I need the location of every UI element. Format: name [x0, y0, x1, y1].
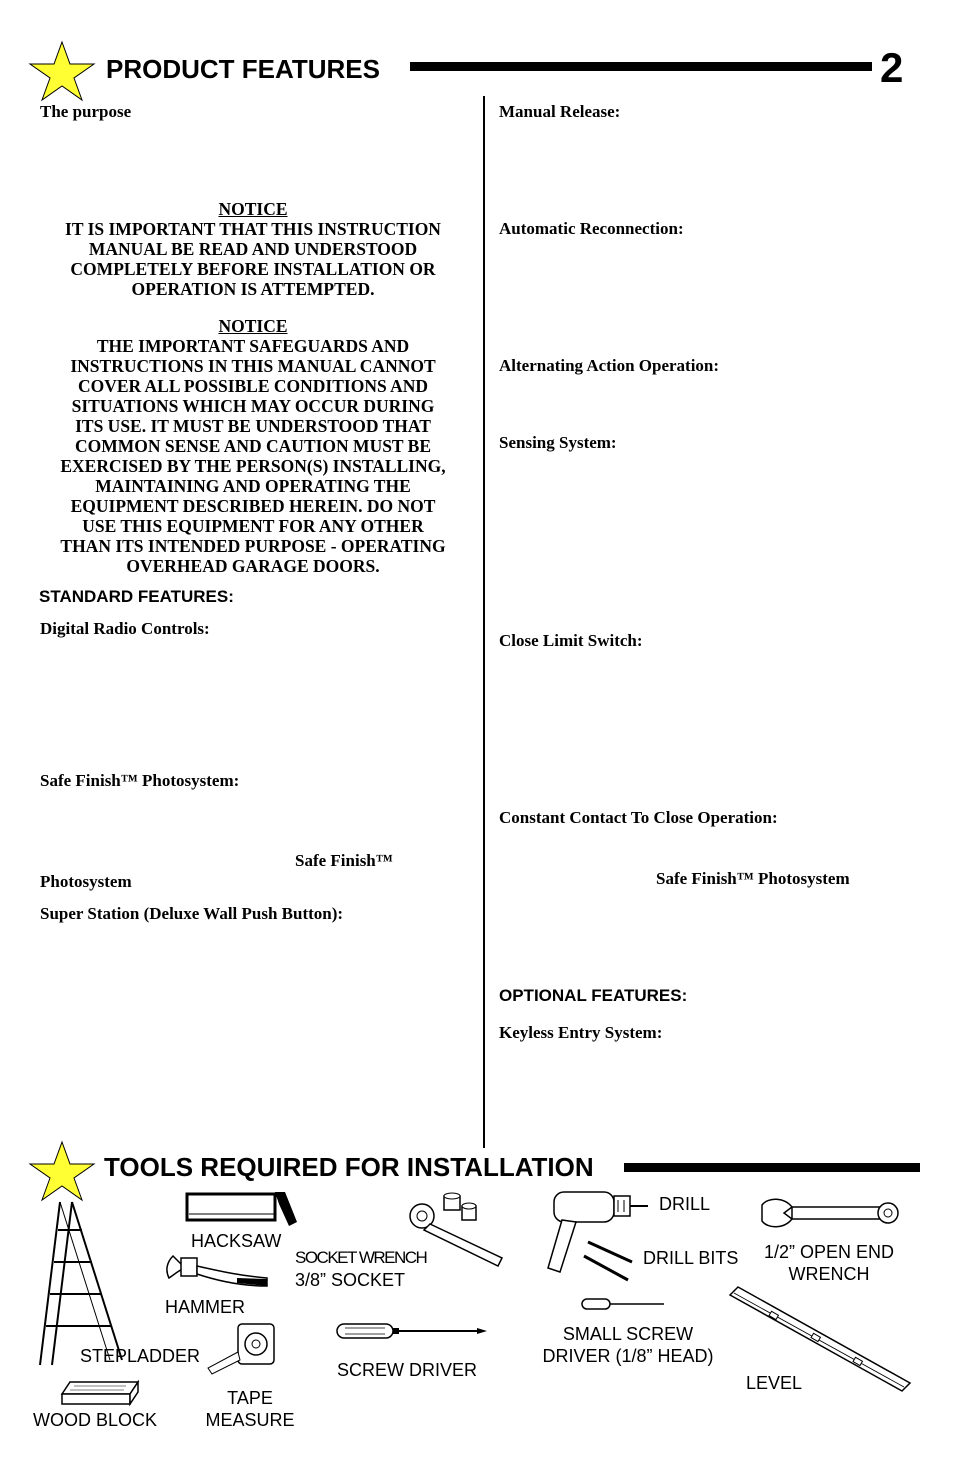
wood-block-label: WOOD BLOCK: [33, 1410, 158, 1430]
open-end-wrench-label-line: 1/2” OPEN END: [763, 1242, 895, 1262]
star-icon: [30, 1140, 100, 1200]
header-rule: [410, 62, 872, 71]
close-limit-heading: Close Limit Switch:: [499, 631, 643, 650]
notice-2-line: OVERHEAD GARAGE DOORS.: [126, 556, 380, 576]
small-screw-driver-label: [530, 1323, 726, 1367]
manual-release-heading: Manual Release:: [499, 102, 621, 121]
notice-2-line: THE IMPORTANT SAFEGUARDS AND: [96, 336, 410, 356]
sensing-heading: Sensing System:: [499, 433, 617, 452]
notice-1-title: NOTICE: [218, 199, 288, 219]
notice-1-line: MANUAL BE READ AND UNDERSTOOD: [88, 239, 418, 259]
digital-radio-heading: Digital Radio Controls:: [40, 619, 210, 638]
level-label: LEVEL: [746, 1373, 803, 1393]
column-divider: [483, 96, 485, 1148]
drill-bits-icon: [580, 1236, 640, 1286]
notice-1: [38, 199, 468, 299]
stepladder-label: STEPLADDER: [80, 1346, 201, 1366]
notice-1-line: IT IS IMPORTANT THAT THIS INSTRUCTION: [65, 219, 441, 239]
notice-2-line: EQUIPMENT DESCRIBED HEREIN. DO NOT: [70, 496, 436, 516]
notice-2-line: SITUATIONS WHICH MAY OCCUR DURING: [71, 396, 435, 416]
notice-2: [38, 316, 468, 576]
tape-measure-label-line: TAPE: [227, 1388, 273, 1408]
notice-2-title: NOTICE: [218, 316, 288, 336]
small-screw-driver-icon: [580, 1297, 670, 1311]
hammer-icon: [163, 1252, 273, 1292]
hammer-label: HAMMER: [165, 1297, 245, 1317]
safe-finish-heading: Safe Finish™ Photosystem:: [40, 771, 240, 790]
drill-label: DRILL: [659, 1194, 711, 1214]
notice-2-line: ITS USE. IT MUST BE UNDERSTOOD THAT: [75, 416, 431, 436]
notice-2-line: THAN ITS INTENDED PURPOSE - OPERATING: [60, 536, 446, 556]
drill-bits-label: DRILL BITS: [643, 1248, 739, 1268]
alternating-heading: Alternating Action Operation:: [499, 356, 720, 375]
open-end-wrench-label: [752, 1241, 906, 1285]
keyless-heading: Keyless Entry System:: [499, 1023, 663, 1042]
wood-block-icon: [60, 1380, 140, 1410]
small-screw-driver-label-line: DRIVER (1/8” HEAD): [542, 1346, 714, 1366]
tape-measure-label-line: MEASURE: [205, 1410, 295, 1430]
notice-2-line: INSTRUCTIONS IN THIS MANUAL CANNOT: [70, 356, 436, 376]
tools-rule: [624, 1163, 920, 1172]
auto-reconnect-heading: Automatic Reconnection:: [499, 219, 684, 238]
purpose-text: The purpose: [40, 102, 132, 121]
constant-contact-heading: Constant Contact To Close Operation:: [499, 808, 778, 827]
socket-wrench-label-line: SOCKET WRENCH: [295, 1248, 427, 1267]
tape-measure-icon: [206, 1320, 276, 1380]
notice-2-line: MAINTAINING AND OPERATING THE: [95, 476, 411, 496]
notice-2-line: COMMON SENSE AND CAUTION MUST BE: [74, 436, 432, 456]
hacksaw-label: HACKSAW: [191, 1231, 282, 1251]
notice-2-line: USE THIS EQUIPMENT FOR ANY OTHER: [82, 516, 424, 536]
safe-finish-photosystem-text: Safe Finish™ Photosystem: [656, 869, 850, 888]
notice-1-line: COMPLETELY BEFORE INSTALLATION OR: [70, 259, 436, 279]
screw-driver-icon: [335, 1320, 490, 1344]
standard-features-heading: STANDARD FEATURES:: [39, 587, 234, 606]
tape-measure-label: [202, 1387, 298, 1431]
screw-driver-label: SCREW DRIVER: [337, 1360, 478, 1380]
small-screw-driver-label-line: SMALL SCREW: [562, 1324, 694, 1344]
tools-title: TOOLS REQUIRED FOR INSTALLATION: [104, 1152, 594, 1182]
notice-1-line: OPERATION IS ATTEMPTED.: [131, 279, 375, 299]
hacksaw-icon: [185, 1190, 300, 1230]
notice-2-line: EXERCISED BY THE PERSON(S) INSTALLING,: [60, 456, 446, 476]
socket-wrench-label: [295, 1247, 426, 1291]
open-end-wrench-label-line: WRENCH: [788, 1264, 870, 1284]
socket-wrench-label-line: 3/8” SOCKET: [295, 1270, 406, 1290]
notice-2-line: COVER ALL POSSIBLE CONDITIONS AND: [77, 376, 429, 396]
page-title: PRODUCT FEATURES: [106, 54, 380, 84]
open-end-wrench-icon: [758, 1197, 903, 1237]
super-station-heading: Super Station (Deluxe Wall Push Button):: [40, 904, 344, 923]
star-icon: [30, 40, 100, 100]
photosystem-text: Photosystem: [40, 872, 132, 891]
safe-finish-inline: Safe Finish™: [295, 851, 393, 870]
page-number: 2: [880, 44, 904, 91]
optional-features-heading: OPTIONAL FEATURES:: [499, 986, 688, 1005]
